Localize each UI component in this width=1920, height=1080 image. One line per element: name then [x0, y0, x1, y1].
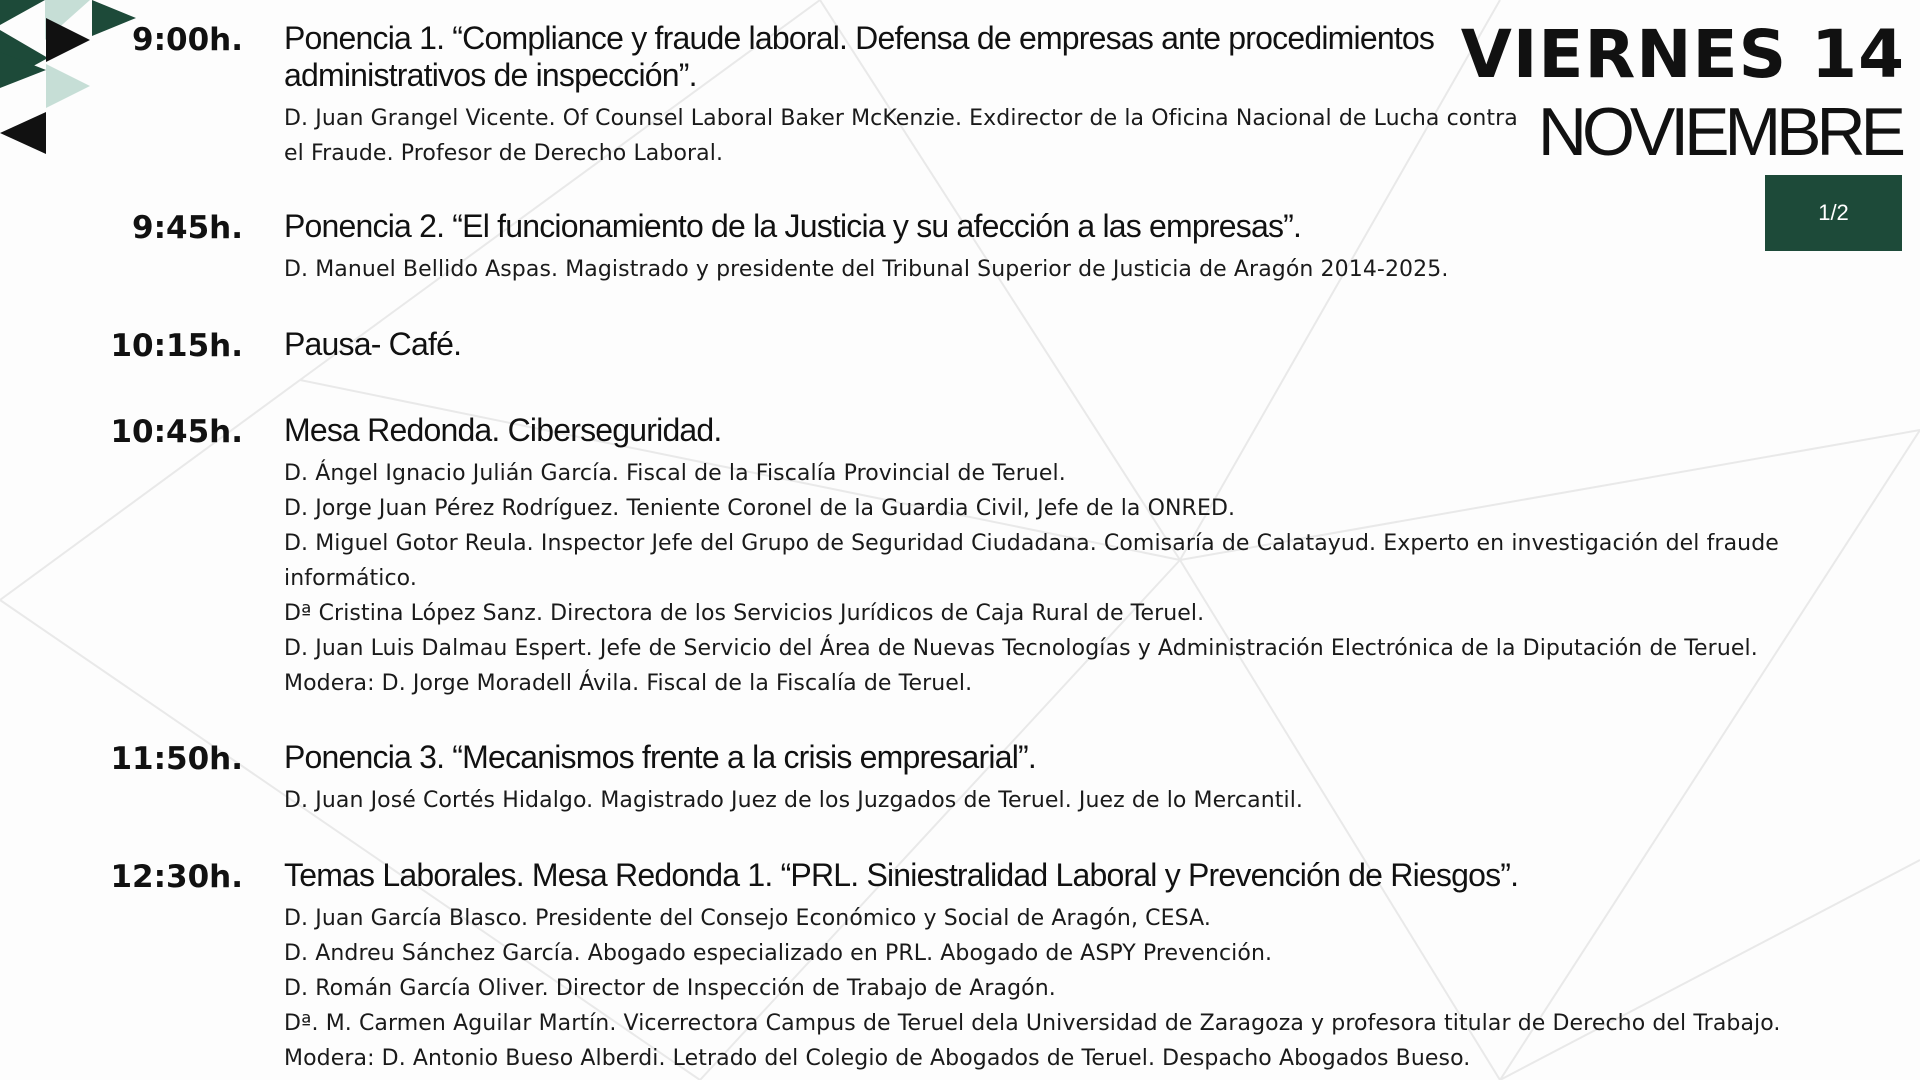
entry-title: Ponencia 2. “El funcionamiento de la Justicia y su afección a las empresas”.: [284, 208, 1302, 244]
entry-content: [284, 326, 1904, 363]
entry-time: 12:30h.: [110, 859, 243, 895]
entry-content: [284, 412, 1904, 701]
entry-detail-line: Modera: D. Antonio Bueso Alberdi. Letrado del Colegio de Abogados de Teruel. Despacho Abogados Bueso.: [284, 1046, 1471, 1071]
entry-details: [284, 901, 1904, 1076]
entry-title: Ponencia 1. “Compliance y fraude laboral. Defensa de empresas ante procedimientos administrativos de inspección”.: [284, 20, 1435, 93]
entry-details: [284, 783, 1904, 818]
entry-detail-line: D. Jorge Juan Pérez Rodríguez. Teniente Coronel de la Guardia Civil, Jefe de la ONRED.: [284, 496, 1236, 521]
entry-detail-line: D. Ángel Ignacio Julián García. Fiscal de la Fiscalía Provincial de Teruel.: [284, 461, 1066, 486]
day-title: VIERNES 14: [1460, 16, 1905, 93]
entry-time: 10:45h.: [110, 414, 243, 450]
entry-content: [284, 16, 1905, 171]
entry-detail-line: D. Juan José Cortés Hidalgo. Magistrado Juez de los Juzgados de Teruel. Juez de lo Mercantil.: [284, 788, 1304, 813]
entry-title: Temas Laborales. Mesa Redonda 1. “PRL. Siniestralidad Laboral y Prevención de Riesgos”.: [284, 857, 1519, 893]
month-title: NOVIEMBRE: [1537, 94, 1901, 170]
entry-title: Ponencia 3. “Mecanismos frente a la crisis empresarial”.: [284, 739, 1036, 775]
entry-details: [284, 101, 1539, 171]
entry-detail-line: D. Andreu Sánchez García. Abogado especializado en PRL. Abogado de ASPY Prevención.: [284, 941, 1273, 966]
entry-time: 9:45h.: [132, 210, 243, 246]
entry-details: [284, 456, 1904, 701]
entry-detail-line: Dª. M. Carmen Aguilar Martín. Vicerrectora Campus de Teruel dela Universidad de Zaragoza y profesora titular de Derecho del Trabajo.: [284, 1011, 1781, 1036]
entry-detail-line: D. Juan Luis Dalmau Espert. Jefe de Servicio del Área de Nuevas Tecnologías y Administración Electrónica de la Diputación de Teruel.: [284, 636, 1758, 661]
entry-detail-line: Dª Cristina López Sanz. Directora de los Servicios Jurídicos de Caja Rural de Teruel.: [284, 601, 1205, 626]
entry-detail-line: Modera: D. Jorge Moradell Ávila. Fiscal de la Fiscalía de Teruel.: [284, 671, 973, 696]
entry-detail-line: D. Miguel Gotor Reula. Inspector Jefe del Grupo de Seguridad Ciudadana. Comisaría de Calatayud. Experto en investigación del fraude informático.: [284, 531, 1779, 591]
entry-detail-line: D. Manuel Bellido Aspas. Magistrado y presidente del Tribunal Superior de Justicia de Aragón 2014-2025.: [284, 257, 1449, 282]
entry-detail-line: D. Juan García Blasco. Presidente del Consejo Económico y Social de Aragón, CESA.: [284, 906, 1211, 931]
entry-details: [284, 252, 1904, 287]
entry-content: [284, 739, 1904, 818]
entry-content: [284, 857, 1904, 1076]
entry-detail-line: D. Román García Oliver. Director de Inspección de Trabajo de Aragón.: [284, 976, 1056, 1001]
entry-time: 9:00h.: [132, 22, 243, 58]
entry-title: Pausa- Café.: [284, 326, 462, 362]
entry-time: 10:15h.: [110, 328, 243, 364]
entry-title: Mesa Redonda. Ciberseguridad.: [284, 412, 722, 448]
entry-detail-line: D. Juan Grangel Vicente. Of Counsel Laboral Baker McKenzie. Exdirector de la Oficina Nacional de Lucha contra el Fraude. Profesor de Derecho Laboral.: [284, 106, 1518, 166]
entry-time: 11:50h.: [110, 741, 243, 777]
entry-content: [284, 208, 1904, 287]
page-indicator-badge: 1/2: [1765, 175, 1902, 251]
